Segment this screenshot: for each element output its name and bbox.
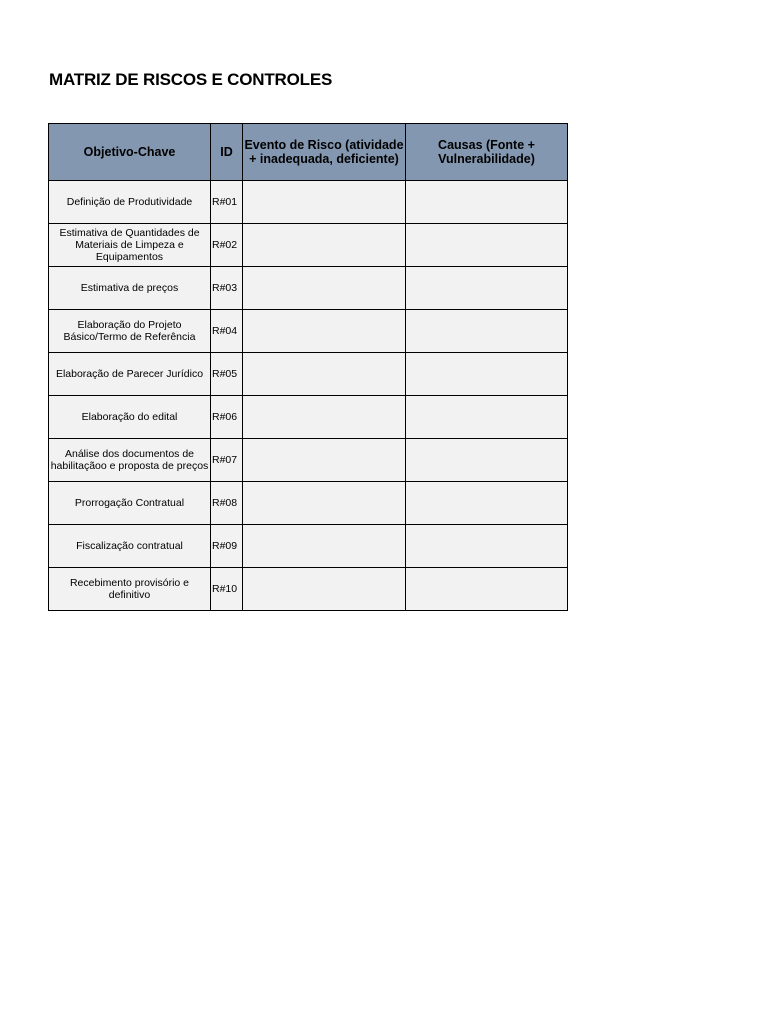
- objetivo-cell: Estimativa de Quantidades de Materiais de Limpeza e Equipamentos: [49, 224, 211, 267]
- causas-cell: [406, 310, 568, 353]
- evento-cell: [243, 267, 406, 310]
- header-evento-de-risco: Evento de Risco (atividade + inadequada, deficiente): [243, 124, 406, 181]
- header-causas: Causas (Fonte + Vulnerabilidade): [406, 124, 568, 181]
- evento-cell: [243, 310, 406, 353]
- objetivo-cell: Fiscalização contratual: [49, 525, 211, 568]
- objetivo-cell: Análise dos documentos de habilitaçãoo e proposta de preços: [49, 439, 211, 482]
- table-row: [49, 267, 568, 310]
- table-row: [49, 439, 568, 482]
- id-cell: R#07: [211, 439, 243, 482]
- causas-cell: [406, 267, 568, 310]
- id-cell: R#09: [211, 525, 243, 568]
- id-cell: R#02: [211, 224, 243, 267]
- id-cell: R#03: [211, 267, 243, 310]
- objetivo-cell: Elaboração do edital: [49, 396, 211, 439]
- evento-cell: [243, 525, 406, 568]
- objetivo-cell: Estimativa de preços: [49, 267, 211, 310]
- table-row: [49, 181, 568, 224]
- causas-cell: [406, 181, 568, 224]
- id-cell: R#05: [211, 353, 243, 396]
- causas-cell: [406, 525, 568, 568]
- table-row: [49, 525, 568, 568]
- objetivo-cell: Elaboração do Projeto Básico/Termo de Referência: [49, 310, 211, 353]
- table-row: [49, 353, 568, 396]
- id-cell: R#06: [211, 396, 243, 439]
- risk-matrix-table: [48, 123, 568, 611]
- causas-cell: [406, 439, 568, 482]
- header-id: ID: [211, 124, 243, 181]
- causas-cell: [406, 482, 568, 525]
- evento-cell: [243, 224, 406, 267]
- header-row: [49, 124, 568, 181]
- objetivo-cell: Recebimento provisório e definitivo: [49, 568, 211, 611]
- header-objetivo-chave: Objetivo-Chave: [49, 124, 211, 181]
- id-cell: R#10: [211, 568, 243, 611]
- objetivo-cell: Prorrogação Contratual: [49, 482, 211, 525]
- causas-cell: [406, 353, 568, 396]
- causas-cell: [406, 224, 568, 267]
- evento-cell: [243, 181, 406, 224]
- table-row: [49, 568, 568, 611]
- causas-cell: [406, 396, 568, 439]
- table-row: [49, 482, 568, 525]
- objetivo-cell: Elaboração de Parecer Jurídico: [49, 353, 211, 396]
- table-row: [49, 310, 568, 353]
- evento-cell: [243, 396, 406, 439]
- table-row: [49, 224, 568, 267]
- evento-cell: [243, 439, 406, 482]
- table-row: [49, 396, 568, 439]
- page-title: MATRIZ DE RISCOS E CONTROLES: [49, 70, 333, 89]
- id-cell: R#01: [211, 181, 243, 224]
- evento-cell: [243, 482, 406, 525]
- evento-cell: [243, 353, 406, 396]
- evento-cell: [243, 568, 406, 611]
- causas-cell: [406, 568, 568, 611]
- objetivo-cell: Definição de Produtividade: [49, 181, 211, 224]
- id-cell: R#08: [211, 482, 243, 525]
- id-cell: R#04: [211, 310, 243, 353]
